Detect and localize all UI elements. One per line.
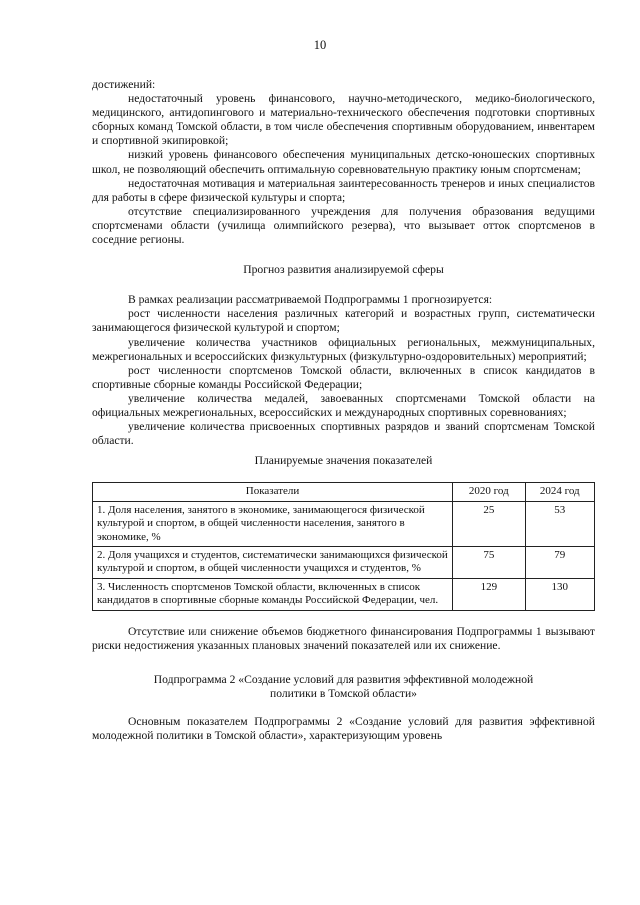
section-heading-subprogram-2: Подпрограмма 2 «Создание условий для развития эффективной молодежной политики в Томской области» xyxy=(153,672,534,700)
paragraph: достижений: xyxy=(92,78,156,91)
paragraph: недостаточная мотивация и материальная заинтересованность тренеров и иных специалистов для работы в сфере физической культуры и спорта; xyxy=(92,176,595,204)
section-heading-forecast: Прогноз развития анализируемой сферы xyxy=(243,263,444,277)
paragraph: увеличение количества присвоенных спортивных разрядов и званий спортсменам Томской области. xyxy=(92,420,595,448)
value-2020-cell: 25 xyxy=(453,501,525,546)
value-2024-cell: 79 xyxy=(525,546,595,578)
paragraph: рост численности спортсменов Томской области, включенных в список кандидатов в спортивные сборные команды Российской Федерации; xyxy=(92,363,595,391)
paragraph: Отсутствие или снижение объемов бюджетного финансирования Подпрограммы 1 вызывают риски недостижения указанных плановых значений показателей или их снижение. xyxy=(92,624,595,652)
page-number: 10 xyxy=(313,38,327,52)
indicator-cell: 2. Доля учащихся и студентов, систематически занимающихся физической культурой и спортом, в общей численности учащихся и студентов, % xyxy=(93,546,453,578)
table-row xyxy=(93,501,595,546)
value-2024-cell: 130 xyxy=(525,578,595,610)
paragraph: Основным показателем Подпрограммы 2 «Создание условий для развития эффективной молодежной политики в Томской области», характеризующим уровень xyxy=(92,714,595,743)
header-indicator: Показатели xyxy=(93,483,453,501)
table-row xyxy=(93,578,595,610)
header-2020: 2020 год xyxy=(453,483,525,501)
indicator-cell: 3. Численность спортсменов Томской области, включенных в список кандидатов в спортивные сборные команды Российской Федерации, чел. xyxy=(93,578,453,610)
paragraph: рост численности населения различных категорий и возрастных групп, систематически занимающегося физической культурой и спортом; xyxy=(92,307,595,335)
paragraph: недостаточный уровень финансового, научно-методического, медико-биологического, медицинского, антидопингового и материально-технического обеспечения подготовки спортивных сборных команд Томской области, в том числе обеспечения спортивным оборудованием, инвентарем и спортивной экипировкой; xyxy=(92,92,595,148)
paragraph: отсутствие специализированного учреждения для получения образования ведущими спортсменами области (училища олимпийского резерва), что вызывает отток спортсменов в соседние регионы. xyxy=(92,204,595,247)
paragraph: увеличение количества медалей, завоеванных спортсменами Томской области на официальных межрегиональных, всероссийских и международных спортивных соревнованиях; xyxy=(92,391,595,419)
document-body xyxy=(92,78,595,743)
value-2020-cell: 129 xyxy=(453,578,525,610)
table-header-row xyxy=(93,483,595,501)
table-caption: Планируемые значения показателей xyxy=(254,454,433,468)
header-2024: 2024 год xyxy=(525,483,595,501)
paragraph: В рамках реализации рассматриваемой Подпрограммы 1 прогнозируется: xyxy=(128,293,493,307)
value-2020-cell: 75 xyxy=(453,546,525,578)
paragraph: низкий уровень финансового обеспечения муниципальных детско-юношеских спортивных школ, не позволяющий обеспечить оптимальную соревновательную практику юным спортсменам; xyxy=(92,148,595,176)
value-2024-cell: 53 xyxy=(525,501,595,546)
paragraph: увеличение количества участников официальных региональных, межмуниципальных, межрегиональных и всероссийских физкультурных (физкультурно-оздоровительных) мероприятий; xyxy=(92,335,595,363)
indicator-cell: 1. Доля населения, занятого в экономике, занимающегося физической культурой и спортом, в общей численности населения, занятого в экономике, % xyxy=(93,501,453,546)
indicators-table xyxy=(92,482,595,610)
table-row xyxy=(93,546,595,578)
